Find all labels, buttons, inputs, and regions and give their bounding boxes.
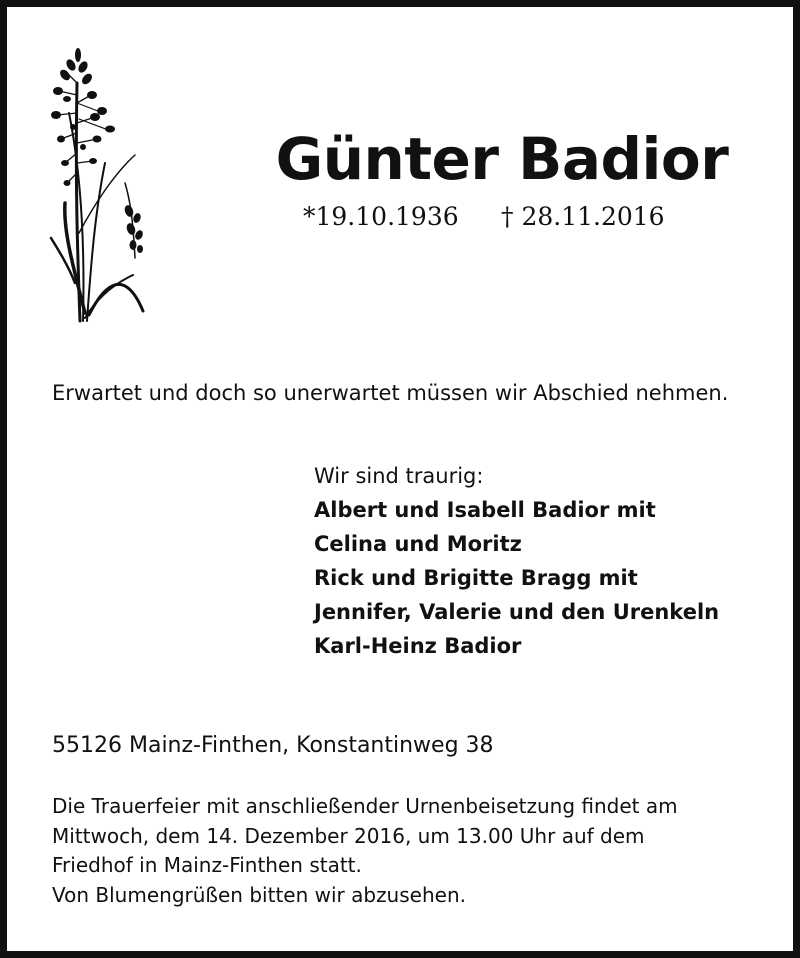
mourner-line: Albert und Isabell Badior mit	[314, 498, 656, 522]
deceased-name: Günter Badior	[275, 125, 729, 193]
mourner-line: Celina und Moritz	[314, 532, 522, 556]
ceremony-line: Die Trauerfeier mit anschließender Urnenbeisetzung findet am	[52, 794, 678, 818]
ceremony-line: Von Blumengrüßen bitten wir abzusehen.	[52, 882, 466, 907]
farewell-quote: Erwartet und doch so unerwartet müssen wir Abschied nehmen.	[52, 381, 729, 405]
mourner-line: Karl-Heinz Badior	[314, 634, 522, 658]
ceremony-line: Mittwoch, dem 14. Dezember 2016, um 13.00 Uhr auf dem	[52, 823, 645, 848]
mourner-line: Jennifer, Valerie und den Urenkeln	[314, 600, 720, 624]
ceremony-info	[52, 792, 678, 910]
birth-date: *19.10.1936	[303, 202, 459, 231]
mourner-line: Rick und Brigitte Bragg mit	[314, 566, 638, 590]
death-date: † 28.11.2016	[501, 202, 665, 231]
ceremony-line: Friedhof in Mainz-Finthen statt.	[52, 853, 362, 877]
mourners-block	[314, 459, 719, 663]
life-dates	[7, 200, 800, 234]
family-address: 55126 Mainz-Finthen, Konstantinweg 38	[52, 733, 494, 758]
mourners-intro: Wir sind traurig:	[314, 464, 484, 488]
